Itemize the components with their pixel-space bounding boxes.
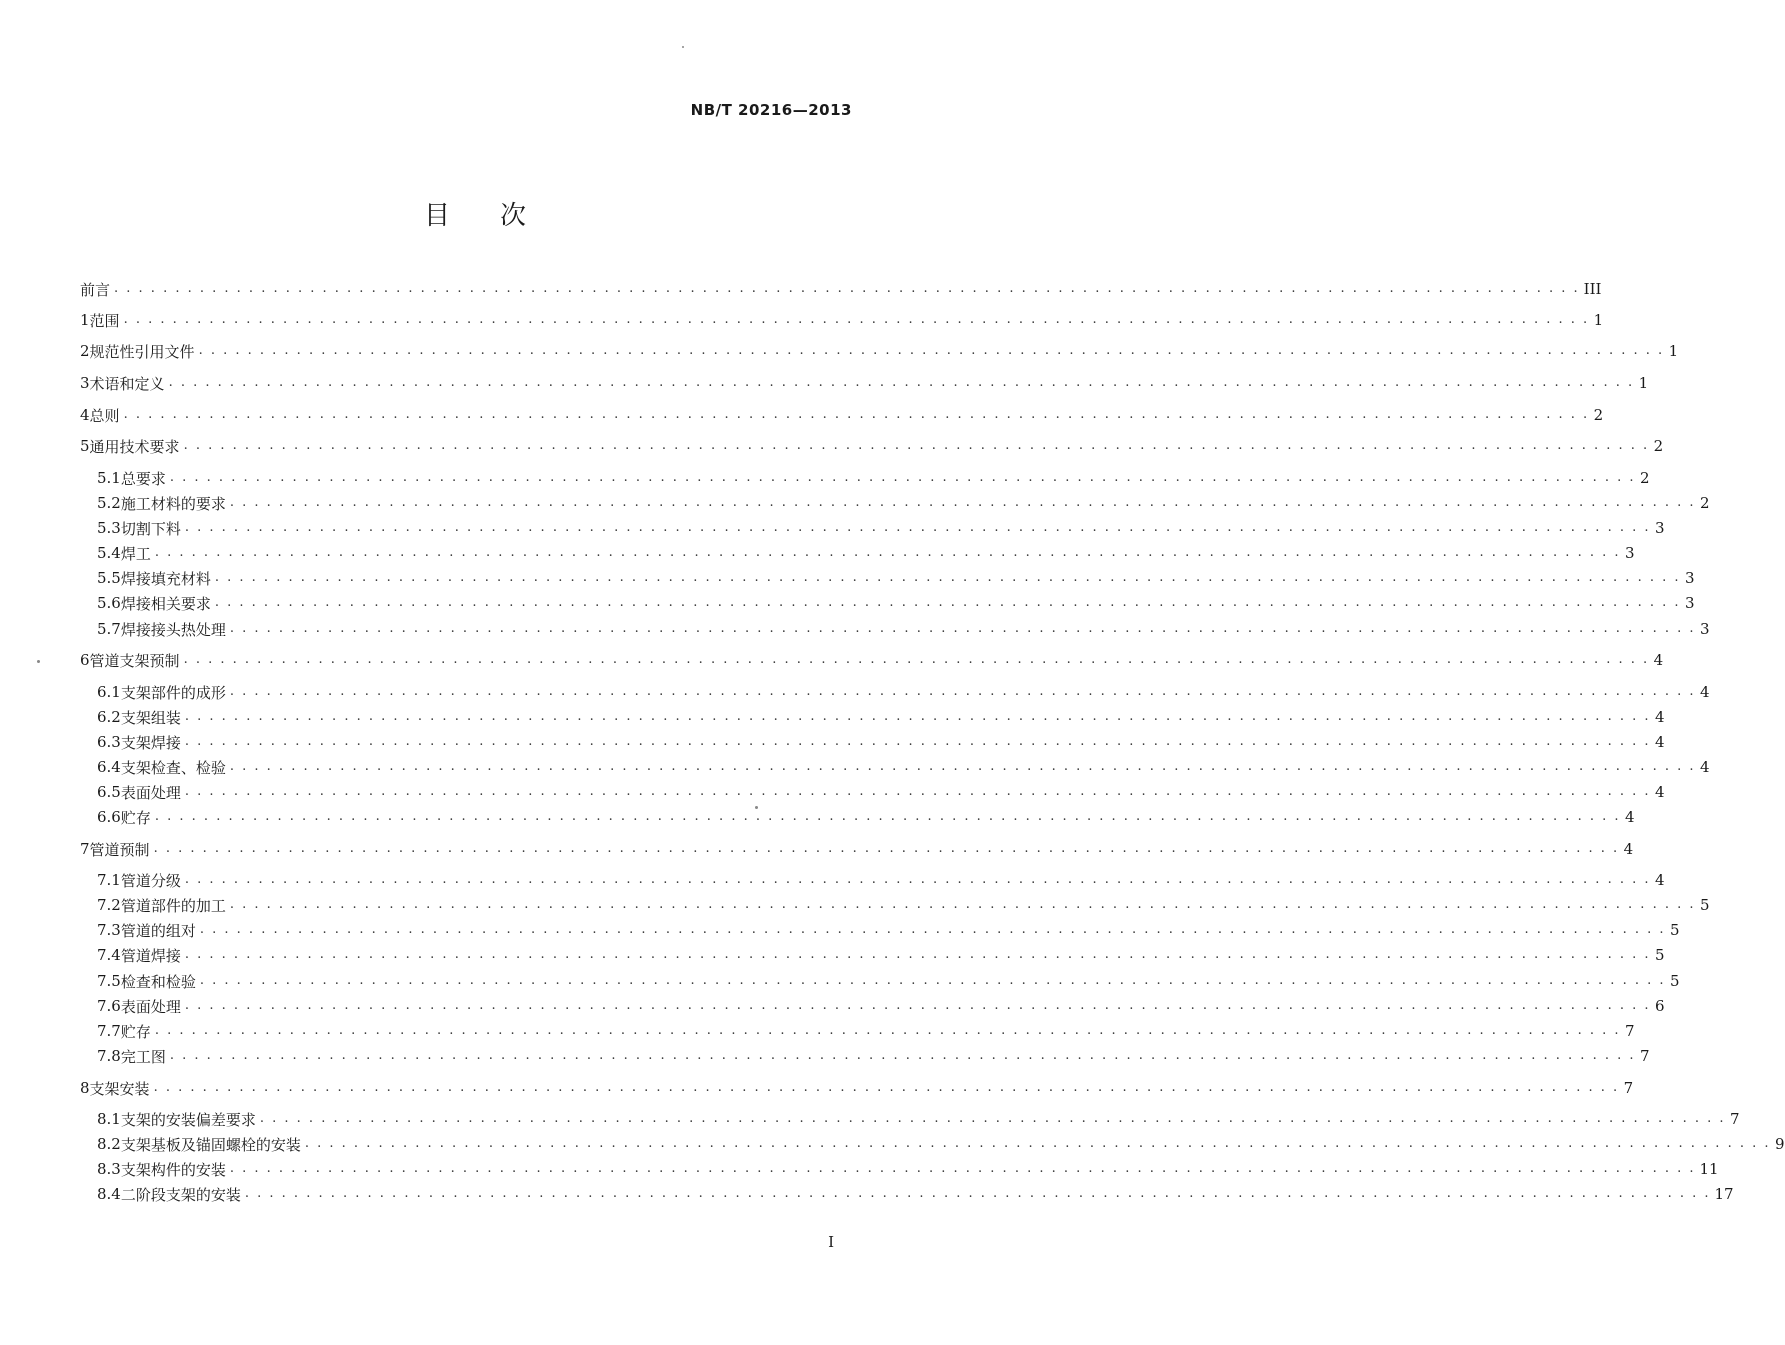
toc-entry-page: 4 [1654,708,1665,726]
toc-entry-number: 8 [80,1079,90,1097]
toc-entry-number: 6 [80,651,90,669]
toc-entry-number: 7.7 [97,1022,121,1040]
toc-entry-label: 施工材料的要求 [120,494,226,513]
toc-entry-label: 管道部件的加工 [120,896,226,915]
toc-entry [97,970,1680,992]
toc-entry-page: 1 [1638,374,1649,392]
toc-entry-page: 2 [1699,494,1710,512]
toc-dot-leader: . . . . . . . . . . . . . . . . . . . . . . . . . . . . . . . . . . . . . . . . . . . . . . . . . . . . . . . . . . . . . . . . . . . . . . . . . . . . . . . . . . . . . . . . . . . . . . . . . . . . . . . . . . . . . . . . . . . . . . . . [244,1186,1711,1201]
toc-entry-page: III [1583,280,1602,298]
toc-entry-label: 管道分级 [120,871,181,890]
toc-entry-label: 范围 [89,311,120,330]
toc-entry [97,517,1665,539]
toc-entry-page: 1 [1593,311,1604,329]
toc-entry-label: 管道预制 [89,840,150,859]
toc-entry-label: 支架安装 [89,1079,150,1098]
toc-entry-number: 6.6 [97,808,121,826]
toc-entry-number: 5.2 [97,494,121,512]
toc-dot-leader: . . . . . . . . . . . . . . . . . . . . . . . . . . . . . . . . . . . . . . . . . . . . . . . . . . . . . . . . . . . . . . . . . . . . . . . . . . . . . . . . . . . . . . . . . . . . . . . . . . . . . . . . . . . . . . . . . . . . . . . . [169,1048,1636,1063]
title-char-2: 次 [499,201,526,231]
toc-entry-number: 6.5 [97,783,121,801]
toc-entry-label: 焊接相关要求 [120,594,211,613]
document-number: NB/T 20216—2013 [690,101,852,119]
toc-entry-label: 通用技术要求 [89,437,180,456]
toc-entry [97,919,1680,941]
toc-dot-leader: . . . . . . . . . . . . . . . . . . . . . . . . . . . . . . . . . . . . . . . . . . . . . . . . . . . . . . . . . . . . . . . . . . . . . . . . . . . . . . . . . . . . . . . . . . . . . . . . . . . . . . . . . . . . . . . . . . . . . . . . [199,973,1666,988]
toc-dot-leader: . . . . . . . . . . . . . . . . . . . . . . . . . . . . . . . . . . . . . . . . . . . . . . . . . . . . . . . . . . . . . . . . . . . . . . . . . . . . . . . . . . . . . . . . . . . . . . . . . . . . . . . . . . . . . . . . . . . . . . . . [229,1161,1696,1176]
toc-entry-number: 6.2 [97,708,121,726]
toc-entry-page: 9 [1774,1135,1785,1153]
toc-dot-leader: . . . . . . . . . . . . . . . . . . . . . . . . . . . . . . . . . . . . . . . . . . . . . . . . . . . . . . . . . . . . . . . . . . . . . . . . . . . . . . . . . . . . . . . . . . . . . . . . . . . . . . . . . . . . . . . . . . . . . . . . [229,897,1696,912]
toc-entry-page: 11 [1699,1160,1719,1178]
toc-entry-page: 5 [1669,972,1680,990]
toc-entry-number: 2 [80,342,90,360]
toc-entry-page: 4 [1654,783,1665,801]
toc-entry [97,618,1710,640]
toc-entry [97,806,1635,828]
toc-entry-number: 8.3 [97,1160,121,1178]
toc-dot-leader: . . . . . . . . . . . . . . . . . . . . . . . . . . . . . . . . . . . . . . . . . . . . . . . . . . . . . . . . . . . . . . . . . . . . . . . . . . . . . . . . . . . . . . . . . . . . . . . . . . . . . . . . . . . . . . . . . . . . . . . . [184,520,1651,535]
toc-entry-label: 支架部件的成形 [120,683,226,702]
toc-entry [97,894,1710,916]
toc-entry [97,1158,1719,1180]
toc-entry [97,1020,1635,1042]
toc-entry-number: 6.4 [97,758,121,776]
toc-dot-leader: . . . . . . . . . . . . . . . . . . . . . . . . . . . . . . . . . . . . . . . . . . . . . . . . . . . . . . . . . . . . . . . . . . . . . . . . . . . . . . . . . . . . . . . . . . . . . . . . . . . . . . . . . . . . . . . . . . . . . . . . [199,922,1666,937]
toc-entry-label: 表面处理 [120,997,181,1016]
toc-dot-leader: . . . . . . . . . . . . . . . . . . . . . . . . . . . . . . . . . . . . . . . . . . . . . . . . . . . . . . . . . . . . . . . . . . . . . . . . . . . . . . . . . . . . . . . . . . . . . . . . . . . . . . . . . . . . . . . . . . . . . . . . [184,709,1651,724]
toc-entry-page: 5 [1669,921,1680,939]
toc-entry-page: 2 [1593,406,1604,424]
toc-entry-number: 7.4 [97,946,121,964]
toc-entry-page: 4 [1623,840,1634,858]
toc-dot-leader: . . . . . . . . . . . . . . . . . . . . . . . . . . . . . . . . . . . . . . . . . . . . . . . . . . . . . . . . . . . . . . . . . . . . . . . . . . . . . . . . . . . . . . . . . . . . . . . . . . . . . . . . . . . . . . . . . . . . . . . . [184,734,1651,749]
toc-dot-leader: . . . . . . . . . . . . . . . . . . . . . . . . . . . . . . . . . . . . . . . . . . . . . . . . . . . . . . . . . . . . . . . . . . . . . . . . . . . . . . . . . . . . . . . . . . . . . . . . . . . . . . . . . . . . . . . . . . . . . . . . [154,545,1621,560]
toc-entry-page: 4 [1653,651,1664,669]
toc-entry-number: 6.1 [97,683,121,701]
toc-entry-page: 4 [1624,808,1635,826]
toc-dot-leader: . . . . . . . . . . . . . . . . . . . . . . . . . . . . . . . . . . . . . . . . . . . . . . . . . . . . . . . . . . . . . . . . . . . . . . . . . . . . . . . . . . . . . . . . . . . . . . . . . . . . . . . . . . . . . . . . . . . . . . . . [183,438,1650,453]
toc-entry [80,372,1649,394]
toc-entry-page: 6 [1654,997,1665,1015]
toc-entry [97,781,1665,803]
toc-entry-label: 贮存 [120,808,151,827]
toc-entry-label: 支架检查、检验 [120,758,226,777]
toc-entry [97,1133,1785,1155]
toc-entry-number: 8.2 [97,1135,121,1153]
toc-entry-label: 支架焊接 [120,733,181,752]
page-title [0,195,950,232]
toc-dot-leader: . . . . . . . . . . . . . . . . . . . . . . . . . . . . . . . . . . . . . . . . . . . . . . . . . . . . . . . . . . . . . . . . . . . . . . . . . . . . . . . . . . . . . . . . . . . . . . . . . . . . . . . . . . . . . . . . . . . . . . . . [154,809,1621,824]
toc-entry [97,756,1710,778]
toc-dot-leader: . . . . . . . . . . . . . . . . . . . . . . . . . . . . . . . . . . . . . . . . . . . . . . . . . . . . . . . . . . . . . . . . . . . . . . . . . . . . . . . . . . . . . . . . . . . . . . . . . . . . . . . . . . . . . . . . . . . . . . . . [184,998,1651,1013]
scan-speck [37,660,40,663]
toc-entry [80,278,1602,300]
toc-dot-leader: . . . . . . . . . . . . . . . . . . . . . . . . . . . . . . . . . . . . . . . . . . . . . . . . . . . . . . . . . . . . . . . . . . . . . . . . . . . . . . . . . . . . . . . . . . . . . . . . . . . . . . . . . . . . . . . . . . . . . . . . [169,470,1636,485]
toc-dot-leader: . . . . . . . . . . . . . . . . . . . . . . . . . . . . . . . . . . . . . . . . . . . . . . . . . . . . . . . . . . . . . . . . . . . . . . . . . . . . . . . . . . . . . . . . . . . . . . . . . . . . . . . . . . . . . . . . . . . . . . . . [198,343,1665,358]
toc-entry-label: 规范性引用文件 [89,342,195,361]
toc-entry-number: 1 [80,311,90,329]
toc-entry-page: 7 [1624,1022,1635,1040]
toc-dot-leader: . . . . . . . . . . . . . . . . . . . . . . . . . . . . . . . . . . . . . . . . . . . . . . . . . . . . . . . . . . . . . . . . . . . . . . . . . . . . . . . . . . . . . . . . . . . . . . . . . . . . . . . . . . . . . . . . . . . . . . . . [229,684,1696,699]
toc-dot-leader: . . . . . . . . . . . . . . . . . . . . . . . . . . . . . . . . . . . . . . . . . . . . . . . . . . . . . . . . . . . . . . . . . . . . . . . . . . . . . . . . . . . . . . . . . . . . . . . . . . . . . . . . . . . . . . . . . . . . . . . . [304,1136,1771,1151]
toc-entry-number: 5.4 [97,544,121,562]
toc-entry-number: 7.1 [97,871,121,889]
toc-entry-number: 7 [80,840,90,858]
toc-entry [80,649,1664,671]
toc-entry-label: 表面处理 [120,783,181,802]
toc-entry-label: 前言 [80,280,111,299]
toc-entry-page: 7 [1639,1047,1650,1065]
toc-entry-label: 支架的安装偏差要求 [120,1110,256,1129]
toc-entry-label: 检查和检验 [120,972,196,991]
toc-entry-number: 7.6 [97,997,121,1015]
toc-entry [97,681,1710,703]
toc-entry-number: 4 [80,406,90,424]
toc-dot-leader: . . . . . . . . . . . . . . . . . . . . . . . . . . . . . . . . . . . . . . . . . . . . . . . . . . . . . . . . . . . . . . . . . . . . . . . . . . . . . . . . . . . . . . . . . . . . . . . . . . . . . . . . . . . . . . . . . . . . . . . . [184,872,1651,887]
toc-entry [97,592,1695,614]
toc-entry-page: 5 [1654,946,1665,964]
toc-entry-page: 7 [1729,1110,1740,1128]
toc-dot-leader: . . . . . . . . . . . . . . . . . . . . . . . . . . . . . . . . . . . . . . . . . . . . . . . . . . . . . . . . . . . . . . . . . . . . . . . . . . . . . . . . . . . . . . . . . . . . . . . . . . . . . . . . . . . . . . . . . . . . . . . . [168,375,1635,390]
toc-dot-leader: . . . . . . . . . . . . . . . . . . . . . . . . . . . . . . . . . . . . . . . . . . . . . . . . . . . . . . . . . . . . . . . . . . . . . . . . . . . . . . . . . . . . . . . . . . . . . . . . . . . . . . . . . . . . . . . . . . . . . . . . [123,312,1590,327]
toc-entry-page: 1 [1668,342,1679,360]
toc-entry [97,467,1650,489]
toc-entry-number: 5.7 [97,620,121,638]
toc-entry-number: 6.3 [97,733,121,751]
toc-entry [97,995,1665,1017]
toc-entry-page: 4 [1654,871,1665,889]
toc-entry [97,492,1710,514]
title-char-1: 目 [423,201,450,231]
toc-dot-leader: . . . . . . . . . . . . . . . . . . . . . . . . . . . . . . . . . . . . . . . . . . . . . . . . . . . . . . . . . . . . . . . . . . . . . . . . . . . . . . . . . . . . . . . . . . . . . . . . . . . . . . . . . . . . . . . . . . . . . . . . [123,407,1590,422]
toc-entry-label: 支架构件的安装 [120,1160,226,1179]
toc-entry [97,567,1695,589]
toc-entry-page: 7 [1623,1079,1634,1097]
toc-entry-number: 5.3 [97,519,121,537]
toc-entry [97,1108,1740,1130]
toc-entry [97,944,1665,966]
toc-dot-leader: . . . . . . . . . . . . . . . . . . . . . . . . . . . . . . . . . . . . . . . . . . . . . . . . . . . . . . . . . . . . . . . . . . . . . . . . . . . . . . . . . . . . . . . . . . . . . . . . . . . . . . . . . . . . . . . . . . . . . . . . [259,1111,1726,1126]
toc-entry [97,706,1665,728]
toc-dot-leader: . . . . . . . . . . . . . . . . . . . . . . . . . . . . . . . . . . . . . . . . . . . . . . . . . . . . . . . . . . . . . . . . . . . . . . . . . . . . . . . . . . . . . . . . . . . . . . . . . . . . . . . . . . . . . . . . . . . . . . . . [214,595,1681,610]
toc-entry [80,435,1664,457]
toc-entry-number: 5.5 [97,569,121,587]
toc-entry [97,1183,1734,1205]
toc-entry-page: 3 [1684,594,1695,612]
toc-dot-leader: . . . . . . . . . . . . . . . . . . . . . . . . . . . . . . . . . . . . . . . . . . . . . . . . . . . . . . . . . . . . . . . . . . . . . . . . . . . . . . . . . . . . . . . . . . . . . . . . . . . . . . . . . . . . . . . . . . . . . . . . [114,281,1580,296]
toc-entry [97,869,1665,891]
toc-entry-number: 8.1 [97,1110,121,1128]
toc-entry-page: 3 [1654,519,1665,537]
toc-entry-label: 总则 [89,406,120,425]
toc-entry-page: 2 [1653,437,1664,455]
toc-entry-label: 支架基板及锚固螺栓的安装 [120,1135,301,1154]
toc-dot-leader: . . . . . . . . . . . . . . . . . . . . . . . . . . . . . . . . . . . . . . . . . . . . . . . . . . . . . . . . . . . . . . . . . . . . . . . . . . . . . . . . . . . . . . . . . . . . . . . . . . . . . . . . . . . . . . . . . . . . . . . . [183,652,1650,667]
toc-entry-label: 管道的组对 [120,921,196,940]
scan-speck [755,806,758,809]
toc-entry-label: 焊接接头热处理 [120,620,226,639]
toc-entry-page: 4 [1654,733,1665,751]
toc-entry [80,340,1679,362]
toc-entry-page: 3 [1684,569,1695,587]
toc-entry-number: 7.3 [97,921,121,939]
toc-entry-number: 7.5 [97,972,121,990]
toc-entry-number: 8.4 [97,1185,121,1203]
toc-entry-number: 7.2 [97,896,121,914]
toc-entry [80,404,1604,426]
toc-entry-number: 7.8 [97,1047,121,1065]
toc-entry-number: 5 [80,437,90,455]
toc-entry-number: 5.1 [97,469,121,487]
toc-entry-label: 切割下料 [120,519,181,538]
toc-dot-leader: . . . . . . . . . . . . . . . . . . . . . . . . . . . . . . . . . . . . . . . . . . . . . . . . . . . . . . . . . . . . . . . . . . . . . . . . . . . . . . . . . . . . . . . . . . . . . . . . . . . . . . . . . . . . . . . . . . . . . . . . [154,1023,1621,1038]
toc-entry-page: 2 [1639,469,1650,487]
toc-entry-label: 二阶段支架的安装 [120,1185,241,1204]
toc-entry-page: 4 [1699,758,1710,776]
toc-entry [97,1045,1650,1067]
page-number: I [828,1233,834,1251]
toc-entry [97,542,1635,564]
toc-entry-number: 3 [80,374,90,392]
toc-entry-page: 4 [1699,683,1710,701]
toc-entry [80,309,1604,331]
toc-dot-leader: . . . . . . . . . . . . . . . . . . . . . . . . . . . . . . . . . . . . . . . . . . . . . . . . . . . . . . . . . . . . . . . . . . . . . . . . . . . . . . . . . . . . . . . . . . . . . . . . . . . . . . . . . . . . . . . . . . . . . . . . [229,495,1696,510]
toc-dot-leader: . . . . . . . . . . . . . . . . . . . . . . . . . . . . . . . . . . . . . . . . . . . . . . . . . . . . . . . . . . . . . . . . . . . . . . . . . . . . . . . . . . . . . . . . . . . . . . . . . . . . . . . . . . . . . . . . . . . . . . . . [229,759,1696,774]
toc-entry-label: 管道支架预制 [89,651,180,670]
toc-entry [80,838,1634,860]
toc-entry-page: 3 [1624,544,1635,562]
toc-dot-leader: . . . . . . . . . . . . . . . . . . . . . . . . . . . . . . . . . . . . . . . . . . . . . . . . . . . . . . . . . . . . . . . . . . . . . . . . . . . . . . . . . . . . . . . . . . . . . . . . . . . . . . . . . . . . . . . . . . . . . . . . [184,784,1651,799]
toc-entry-label: 管道焊接 [120,946,181,965]
toc-entry-label: 总要求 [120,469,166,488]
toc-entry-label: 完工图 [120,1047,166,1066]
toc-entry-number: 5.6 [97,594,121,612]
toc-entry-page: 5 [1699,896,1710,914]
toc-dot-leader: . . . . . . . . . . . . . . . . . . . . . . . . . . . . . . . . . . . . . . . . . . . . . . . . . . . . . . . . . . . . . . . . . . . . . . . . . . . . . . . . . . . . . . . . . . . . . . . . . . . . . . . . . . . . . . . . . . . . . . . . [229,621,1696,636]
toc-entry-label: 贮存 [120,1022,151,1041]
toc-dot-leader: . . . . . . . . . . . . . . . . . . . . . . . . . . . . . . . . . . . . . . . . . . . . . . . . . . . . . . . . . . . . . . . . . . . . . . . . . . . . . . . . . . . . . . . . . . . . . . . . . . . . . . . . . . . . . . . . . . . . . . . . [153,841,1620,856]
toc-entry-page: 3 [1699,620,1710,638]
toc-entry [80,1077,1634,1099]
toc-entry [97,731,1665,753]
toc-entry-page: 17 [1714,1185,1734,1203]
toc-entry-label: 焊接填充材料 [120,569,211,588]
scan-speck [682,46,684,48]
toc-entry-label: 术语和定义 [89,374,165,393]
toc-entry-label: 支架组装 [120,708,181,727]
toc-entry-label: 焊工 [120,544,151,563]
toc-dot-leader: . . . . . . . . . . . . . . . . . . . . . . . . . . . . . . . . . . . . . . . . . . . . . . . . . . . . . . . . . . . . . . . . . . . . . . . . . . . . . . . . . . . . . . . . . . . . . . . . . . . . . . . . . . . . . . . . . . . . . . . . [184,947,1651,962]
toc-dot-leader: . . . . . . . . . . . . . . . . . . . . . . . . . . . . . . . . . . . . . . . . . . . . . . . . . . . . . . . . . . . . . . . . . . . . . . . . . . . . . . . . . . . . . . . . . . . . . . . . . . . . . . . . . . . . . . . . . . . . . . . . [214,570,1681,585]
toc-dot-leader: . . . . . . . . . . . . . . . . . . . . . . . . . . . . . . . . . . . . . . . . . . . . . . . . . . . . . . . . . . . . . . . . . . . . . . . . . . . . . . . . . . . . . . . . . . . . . . . . . . . . . . . . . . . . . . . . . . . . . . . . [153,1080,1620,1095]
